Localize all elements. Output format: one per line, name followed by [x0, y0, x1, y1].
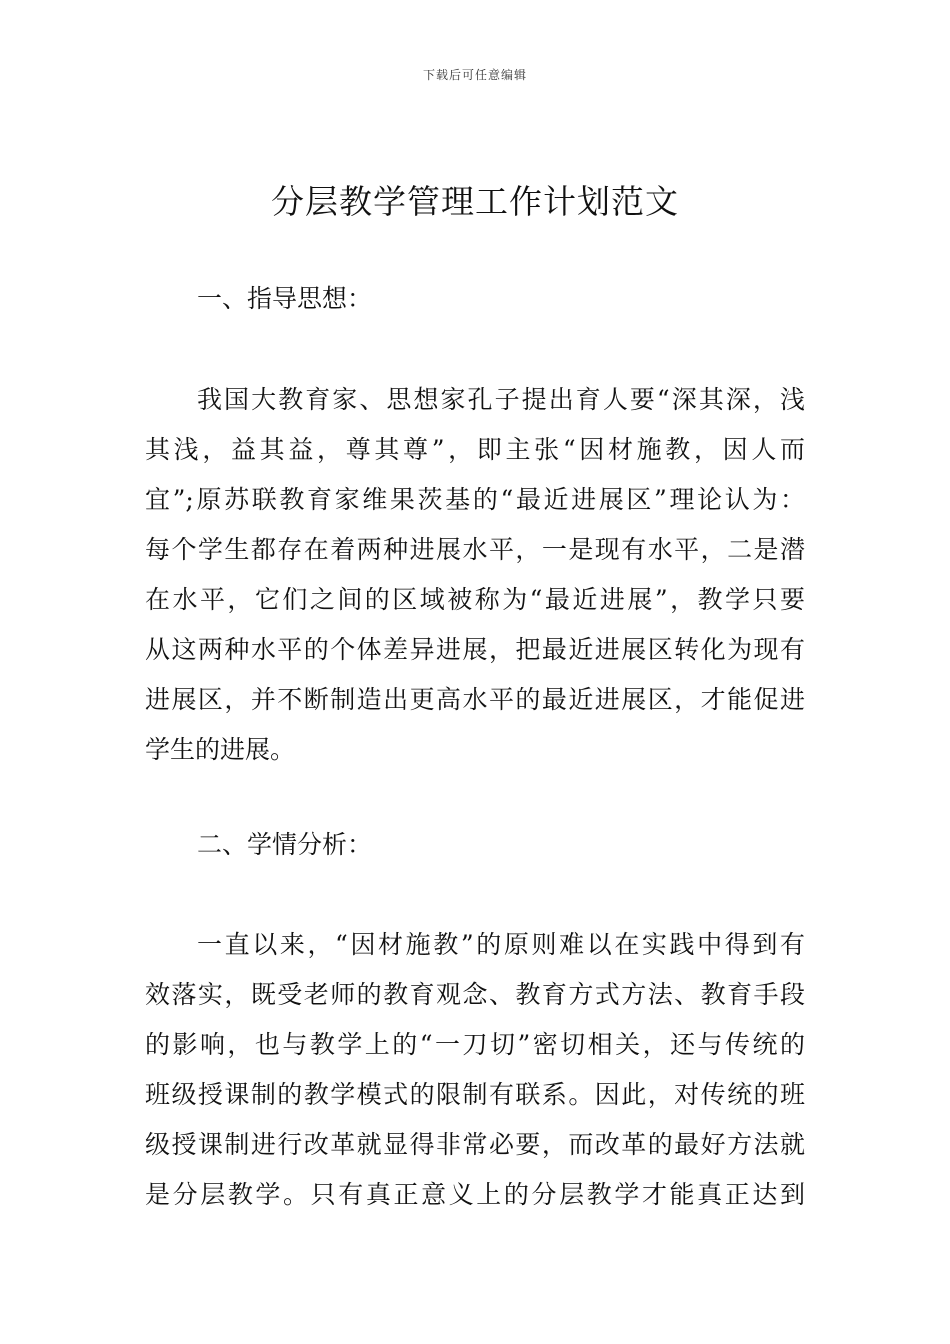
- paragraph-line: 进展区，并不断制造出更高水平的最近进展区，才能促进: [145, 685, 805, 714]
- paragraph-line: 学生的进展。: [145, 735, 296, 764]
- paragraph-line: 在水平，它们之间的区域被称为“最近进展”，教学只要: [145, 585, 805, 614]
- paragraph-line: 是分层教学。只有真正意义上的分层教学才能真正达到: [145, 1180, 805, 1209]
- paragraph-line: 级授课制进行改革就显得非常必要，而改革的最好方法就: [145, 1130, 805, 1159]
- paragraph-line: 效落实，既受老师的教育观念、教育方式方法、教育手段: [145, 980, 805, 1009]
- paragraph-line: 其浅，益其益，尊其尊”，即主张“因材施教，因人而: [145, 435, 805, 464]
- paragraph-line: 的影响，也与教学上的“一刀切”密切相关，还与传统的: [145, 1030, 805, 1059]
- paragraph-guiding-ideology: [145, 375, 805, 775]
- paragraph-learning-analysis: [145, 920, 805, 1220]
- paragraph-line: 每个学生都存在着两种进展水平，一是现有水平，二是潜: [145, 535, 805, 564]
- header-note: 下载后可任意编辑: [422, 68, 527, 82]
- document-title: 分层教学管理工作计划范文: [271, 182, 679, 221]
- paragraph-line: 宜”;原苏联教育家维果茨基的“最近进展区”理论认为：: [145, 485, 805, 514]
- section-heading-learning-analysis: 二、学情分析：: [197, 830, 373, 859]
- paragraph-line: 我国大教育家、思想家孔子提出育人要“深其深，浅: [197, 385, 805, 414]
- paragraph-line: 班级授课制的教学模式的限制有联系。因此，对传统的班: [145, 1080, 805, 1109]
- paragraph-line: 从这两种水平的个体差异进展，把最近进展区转化为现有: [145, 635, 805, 664]
- paragraph-line: 一直以来，“因材施教”的原则难以在实践中得到有: [197, 930, 805, 959]
- section-heading-guiding-ideology: 一、指导思想：: [197, 284, 373, 313]
